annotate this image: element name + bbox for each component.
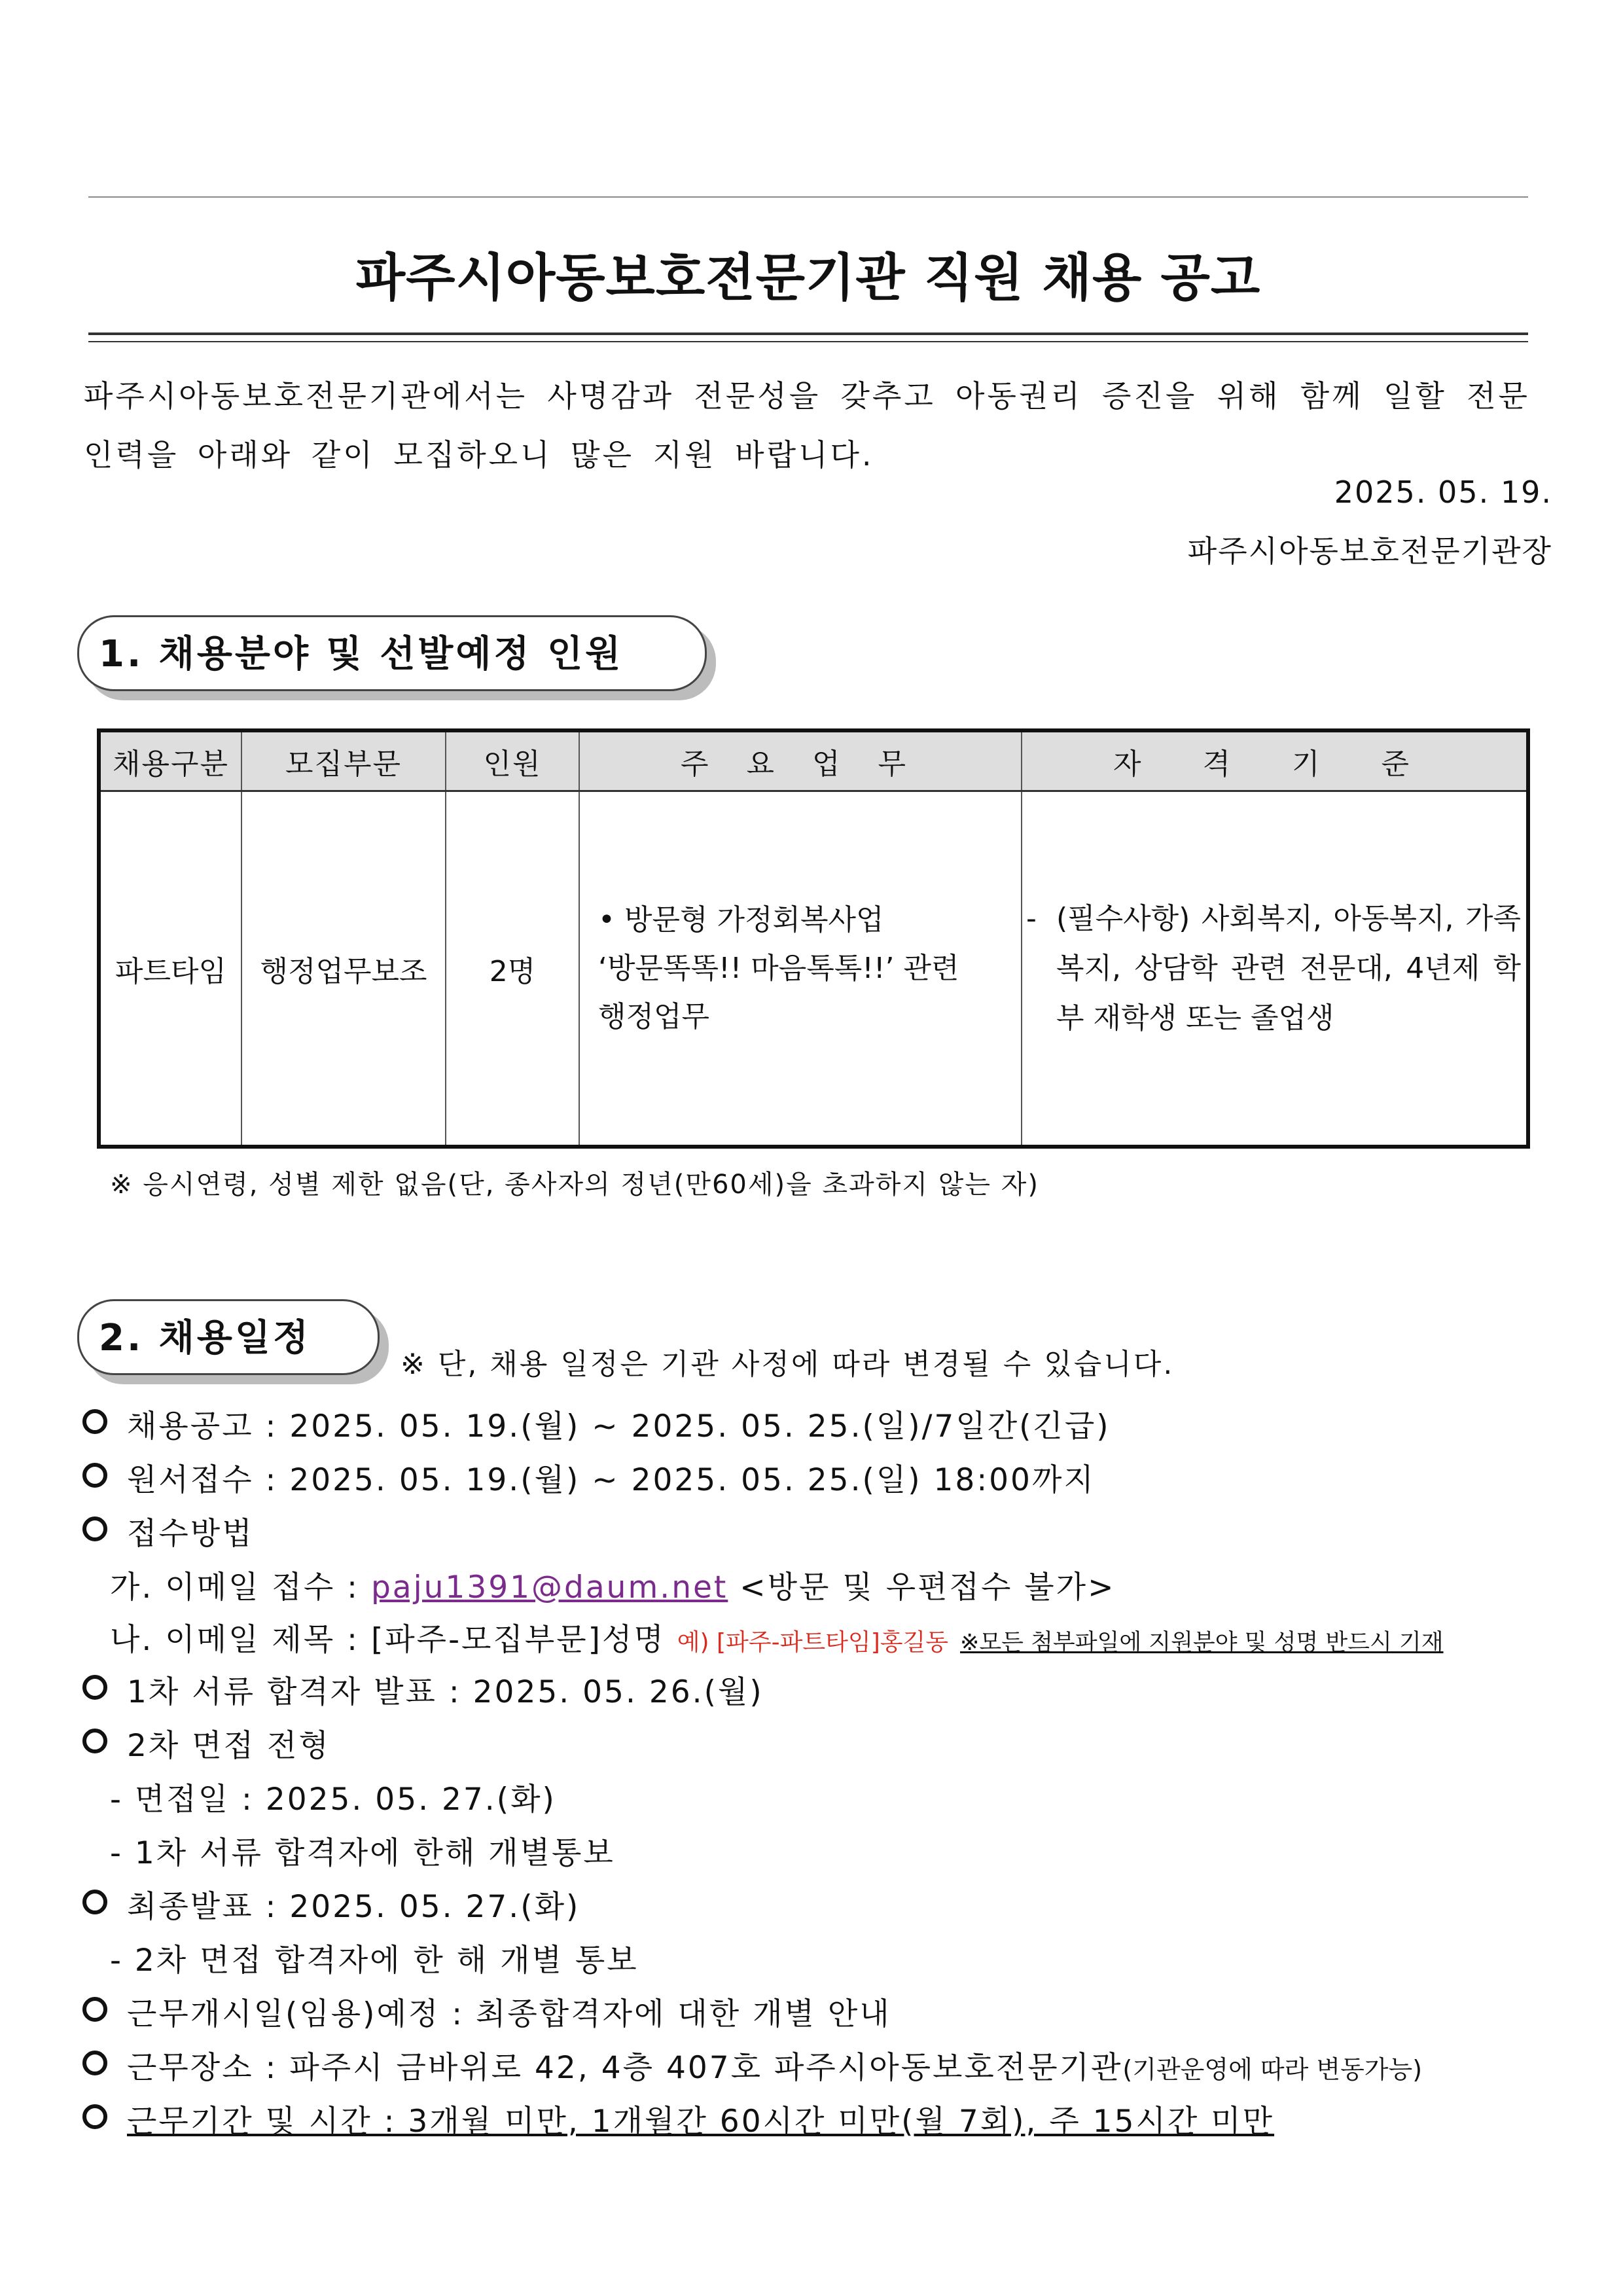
announce-text: 채용공고 : 2025. 05. 19.(월) ~ 2025. 05. 25.(일)/7일간(긴급) [127,1408,1111,1444]
circle-bullet-icon [82,1409,107,1434]
circle-bullet-icon [82,1997,107,2022]
cell-type: 파트타임 [99,791,241,1147]
header-count: 인원 [446,730,579,791]
method-b-prefix: 나. 이메일 제목 : [파주-모집부문]성명 [110,1622,677,1658]
cell-field: 행정업무보조 [241,791,446,1147]
duty-line-1: • 방문형 가정회복사업 [598,903,884,937]
final-notice: - 2차 면접 합격자에 한 해 개별 통보 [110,1943,639,1979]
list-item [79,2043,1422,2087]
age-note: ※ 응시연령, 성별 제한 없음(단, 종사자의 정년(만60세)을 초과하지 않는 자) [110,1170,1039,1200]
circle-bullet-icon [82,2051,107,2075]
title-double-rule [88,332,1528,342]
duty-line-2: ‘방문똑똑!! 마음톡톡!!’ 관련 [598,951,959,985]
intro-paragraph: 파주시아동보호전문기관에서는 사명감과 전문성을 갖추고 아동권리 증진을 위해 함께 일할 전문 인력을 아래와 같이 모집하오니 많은 지원 바랍니다. [84,378,1530,473]
list-item [79,2097,1274,2141]
interview-text: 2차 면접 전형 [127,1728,330,1764]
duty-line-3: 행정업무 [598,999,710,1033]
list-item [79,1456,1096,1499]
cell-qualification [1022,791,1528,1147]
list-item [79,1402,1111,1446]
header-qualification: 자 격 기 준 [1022,730,1528,791]
place-note: (기관운영에 따라 변동가능) [1122,2055,1423,2084]
circle-bullet-icon [82,1729,107,1753]
interview-notice: - 1차 서류 합격자에 한해 개별통보 [110,1835,615,1871]
header-type: 채용구분 [99,730,241,791]
header-field: 모집부문 [241,730,446,791]
method-a [110,1563,1115,1607]
list-item [79,1509,254,1553]
signer: 파주시아동보호전문기관장 [1187,533,1552,569]
cell-duty [579,791,1022,1147]
list-item [79,1882,580,1926]
circle-bullet-icon [82,2104,107,2129]
method-b-example: 예) [파주-파트타임]홍길동 [677,1629,949,1656]
application-text: 원서접수 : 2025. 05. 19.(월) ~ 2025. 05. 25.(일) 18:00까지 [127,1462,1096,1498]
section1-heading: 1. 채용분야 및 선발예정 인원 [77,615,707,691]
list-item [79,1721,330,1765]
period-text: 근무기간 및 시간 : 3개월 미만, 1개월간 60시간 미만(월 7회), 주 15시간 미만 [127,2104,1275,2140]
recruitment-table [97,728,1530,1149]
circle-bullet-icon [82,1890,107,1914]
circle-bullet-icon [82,1675,107,1700]
header-duty: 주 요 업 무 [579,730,1022,791]
table-row [99,791,1528,1147]
list-item [79,1668,764,1712]
email-link[interactable]: paju1391@daum.net [370,1570,728,1605]
first-result-text: 1차 서류 합격자 발표 : 2025. 05. 26.(월) [127,1674,764,1710]
qualification-text: (필수사항) 사회복지, 아동복지, 가족복지, 상담학 관련 전문대, 4년제 학부 재학생 또는 졸업생 [1056,901,1521,1035]
place-text: 근무장소 : 파주시 금바위로 42, 4층 407호 파주시아동보호전문기관 [127,2050,1123,2086]
page-title: 파주시아동보호전문기관 직원 채용 공고 [355,249,1261,308]
method-a-prefix: 가. 이메일 접수 : [110,1570,371,1605]
circle-bullet-icon [82,1516,107,1541]
final-text: 최종발표 : 2025. 05. 27.(화) [127,1889,580,1925]
method-text: 접수방법 [127,1516,254,1552]
circle-bullet-icon [82,1463,107,1488]
section2-heading: 2. 채용일정 [77,1299,380,1375]
qualification-dash: - [1026,901,1037,935]
top-rule [88,196,1528,198]
schedule-note: ※ 단, 채용 일정은 기관 사정에 따라 변경될 수 있습니다. [401,1348,1175,1381]
cell-count: 2명 [446,791,579,1147]
start-text: 근무개시일(임용)예정 : 최종합격자에 대한 개별 안내 [127,1996,891,2032]
interview-date: - 면접일 : 2025. 05. 27.(화) [110,1782,556,1818]
announcement-date: 2025. 05. 19. [1334,475,1552,510]
method-a-suffix: <방문 및 우편접수 불가> [728,1570,1116,1605]
method-b-note: ※모든 첨부파일에 지원분야 및 성명 반드시 기재 [960,1630,1444,1656]
table-header-row [99,730,1528,791]
list-item [79,1990,891,2034]
method-b [110,1615,1444,1659]
